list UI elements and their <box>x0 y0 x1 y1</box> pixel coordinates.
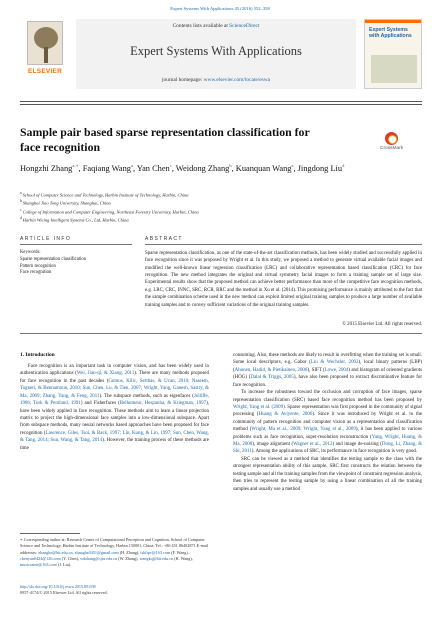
citation-link[interactable]: Wright, Yang et al. (2009) <box>233 404 285 410</box>
article-info-heading: ARTICLE INFO <box>20 236 72 242</box>
text-run: SRC can be viewed as a method that identifies the testing sample to the class with the strongest representation ability of this sample. SRC first constructs the relation between the testing sample and all the training samples from the viewpoint of constraint regression analysis, then tries to represent the testing sample by using a linear combination of all the training samples and usually use a method <box>233 456 422 492</box>
text-run: ), it has been applied to various problems such as face recognition, super-resolution reconstruction ( <box>233 427 422 440</box>
citation-link[interactable]: Wagner et al., 2012 <box>293 442 333 448</box>
section-heading-introduction: 1. Introduction <box>20 352 55 358</box>
affiliation <box>20 191 422 199</box>
author-affiliation-mark: b <box>229 163 232 169</box>
author-name[interactable]: Faqiang Wang <box>82 164 131 173</box>
masthead-center <box>76 19 356 89</box>
intro-paragraph <box>20 363 209 452</box>
author-name[interactable]: Hongzhi Zhang <box>20 164 73 173</box>
issn-line: 0957-4174/© 2015 Elsevier Ltd. All rights reserved. <box>20 590 108 596</box>
homepage-link[interactable]: www.elsevier.com/locate/eswa <box>203 77 271 83</box>
body-paragraph <box>233 389 422 456</box>
crossmark-badge[interactable] <box>380 132 403 151</box>
elsevier-logo[interactable] <box>20 19 70 83</box>
citation-link[interactable]: Wright, Ma et al., 2009; Wright, Yang et al., 2009 <box>251 427 356 433</box>
affiliation-text: College of Information and Computer Engineering, Northeast Forestry University, Harbin, China <box>22 209 199 215</box>
affiliation <box>20 199 422 207</box>
citation-link[interactable]: Jolliffe, 1986; Turk & Pentland, 1991 <box>20 393 209 407</box>
doi-block <box>20 584 209 597</box>
text-run: ), local binary patterns (LBP) ( <box>233 360 422 373</box>
text-run: ) and histogram of oriented gradients (HOG) ( <box>233 367 422 381</box>
citation-link[interactable]: Huang & Aviyente, 2006 <box>258 412 313 418</box>
author-affiliation-mark: a,∗ <box>72 163 79 169</box>
footnote-rule <box>20 533 80 534</box>
text-run: ). There are many methods proposed for face recognition in the past decades ( <box>20 371 209 384</box>
author-name[interactable]: Kuanquan Wang <box>235 164 292 173</box>
author-name[interactable]: Jingdong Liu <box>297 164 343 173</box>
affiliation-mark: d <box>20 216 22 221</box>
author-name[interactable]: Weidong Zhang <box>175 164 230 173</box>
affiliation-mark: b <box>20 199 22 204</box>
cover-band <box>365 20 421 23</box>
journal-title: Expert Systems With Applications <box>130 44 302 58</box>
citation-link[interactable]: musicraine@163.com <box>20 562 57 568</box>
cover-image <box>371 55 417 83</box>
abstract-rule <box>145 244 422 245</box>
contents-prefix: Contents lists available at <box>172 23 230 29</box>
text-run: To increase the robustness toward the occlusion and corruption of face images, sparse representation classification (SRC) based face recognition method has been proposed by <box>233 390 422 403</box>
affiliation <box>20 216 422 224</box>
citation-link[interactable]: zhanghz@hit.edu.cn, zhanghz0451@gmail.com <box>38 549 119 555</box>
citation-link[interactable]: Dalal & Triggs, 2005 <box>250 375 294 381</box>
abstract-heading: ABSTRACT <box>145 236 183 242</box>
journal-masthead <box>20 19 422 89</box>
article-info-rule <box>20 244 132 245</box>
citation-link[interactable]: tshfqw@163.com <box>140 549 171 555</box>
citation-link[interactable]: Liu & Wechsler, 2002 <box>310 360 359 366</box>
citation-link[interactable]: Gumus, Kilic, Sertbas, & Ucan, 2010; Naseem, Togneri, & Bennamoun, 2010; Sun, Chen, Lu, & Tien, 2007; Wright, Yang, Ganesh, Sastry, & Ma, 2009; Zhang, Yang, & Feng, 2011 <box>20 378 209 399</box>
body-paragraph <box>233 352 422 389</box>
right-column-text <box>233 352 422 493</box>
author-name[interactable]: Yan Chen <box>136 164 170 173</box>
citation-link[interactable]: Dong, Li, Zhang, & Shi, 2011 <box>233 442 423 455</box>
body-paragraph <box>233 456 422 493</box>
homepage-line <box>76 77 356 83</box>
affiliation-mark: c <box>20 207 22 212</box>
publisher-name: ELSEVIER <box>27 68 62 75</box>
keywords-label: Keywords: <box>20 250 41 255</box>
text-run: (Y. Chen), <box>60 555 81 561</box>
text-run: Face recognition is an important task in computer vision, and has been widely used in authentication applications ( <box>20 364 209 377</box>
text-run: (W. Zhang), <box>117 555 140 561</box>
text-run: ) and Fisherfaces ( <box>80 401 120 407</box>
text-run: ). Among the applications of SRC, its performance in face recognition is very good. <box>251 449 418 455</box>
keyword: Sparse representation classification <box>20 256 87 262</box>
author-list <box>20 163 360 174</box>
abstract-bottom-rule <box>20 333 422 334</box>
text-run: ∗ Corresponding author at: Research Center of Computational Perception and Cognition, School of Computer Science and Technology, Harbin Institute of Technology, Harbin 150001, China. Tel.: +86 451 86402871. <box>20 537 205 549</box>
text-run: (J. Liu). <box>56 562 72 568</box>
text-run: (F. Wang), <box>170 549 189 555</box>
text-run: ). Since it was introduced by Wright et al. to the community of pattern recognition and computer vision as a representation and classification method ( <box>233 412 423 433</box>
contents-line <box>76 23 356 29</box>
text-run: ). The subspace methods, such as eigenfaces ( <box>99 393 194 399</box>
affiliation-text: Harbin Wicing Intelligent Systems Co., Ltd, Harbin, China <box>22 217 129 223</box>
journal-cover[interactable] <box>364 19 422 89</box>
text-run: ) and image de-noising ( <box>332 442 382 448</box>
crossmark-icon <box>385 132 398 145</box>
header-rule-second <box>20 104 422 105</box>
text-run: ), have been widely applied in face recognition. These methods aim to learn a linear projection matrix to project the high-dimensional face samples into a low-dimensional subspace. Apart from subspace methods, many neural networks based approaches have been proposed for face recognition ( <box>20 401 210 436</box>
text-run: E-mail addresses: <box>20 543 209 555</box>
citation-link[interactable]: wangkq@hit.edu.cn <box>139 555 174 561</box>
citation-link[interactable]: Yang, Wright, Huang, & Ma, 2008 <box>233 434 423 448</box>
sciencedirect-link[interactable]: ScienceDirect <box>229 23 260 29</box>
text-run: (K. Wang), <box>173 555 193 561</box>
affiliation-mark: a <box>20 191 22 195</box>
author-affiliation-mark: c <box>169 163 172 169</box>
citation-link[interactable]: wdzhang@sjtu.edu.cn <box>80 555 118 561</box>
homepage-prefix: journal homepage: <box>161 77 204 83</box>
citation-link[interactable]: Lawrence, Giles, Tsoi, & Back, 1997; Lin, Kung, & Lin, 1997; Sun, Chen, Wang, & Tang, 2014; Sun, Wang, & Tang, 2014 <box>20 430 209 444</box>
left-column-text <box>20 363 209 452</box>
header-rule <box>20 101 422 102</box>
keyword: Pattern recognition <box>20 263 56 269</box>
keywords-block <box>20 250 130 277</box>
crossmark-label: CrossMark <box>380 146 404 151</box>
text-run: ). However, the training process of these methods are time <box>20 438 209 451</box>
text-run: ), image alignment ( <box>252 442 294 448</box>
copyright-line: © 2015 Elsevier Ltd. All rights reserved. <box>342 322 422 327</box>
tree-icon <box>27 21 63 65</box>
text-run: ), have also been proposed to extract discriminative feature for face recognition. <box>233 375 422 388</box>
author-affiliation-mark: a <box>291 163 294 169</box>
affiliation-text: School of Computer Science and Technology, Harbin Institute of Technology, Harbin, China <box>22 192 189 198</box>
text-run: . Sparse representation was first proposed in the community of signal processing ( <box>233 404 422 418</box>
doi-link[interactable]: http://dx.doi.org/10.1016/j.eswa.2015.09.058 <box>20 584 96 589</box>
author-separator: , <box>293 164 298 173</box>
citation-link[interactable]: Lowe, 2004 <box>324 367 349 373</box>
text-run: (H. Zhang), <box>118 549 141 555</box>
citation-link[interactable]: chenyan0424@126.com <box>20 555 61 561</box>
author-separator: , <box>132 164 137 173</box>
affiliation-text: Shanghai Jiao Tong University, Shanghai, China <box>22 200 111 206</box>
citation-link[interactable]: Ahonen, Hadid, & Pietikainen, 2006 <box>234 367 308 373</box>
author-separator: , <box>78 164 83 173</box>
citation-link[interactable]: Belhumeur, Hespanha, & Kriegman, 1997 <box>119 401 207 407</box>
footnotes <box>20 537 209 568</box>
abstract-text: Sparse representation classification, as one of the state-of-the-art classification methods, has been widely studied and successfully applied in face recognition since it was proposed by Wright et al. In this study, we proposed a method to generate virtual available facial images and modified the well-known linear regression classification (LRC) and collaborative representation based classification (CRC) for face recognition. The new method integrates the original and virtual symmetry facial images to form a training sample set of large size. Experimental results show that the proposed method can achieve better performance than more of the competitive face recognition methods, e.g. LRC, CRC, INNC, SRC, RCR, RRC and the method in Xu et al. (2014). This promising performance is mainly attributed to the fact that the sample combination scheme used in the new method can exploit limited original training samples to produce a large number of available training samples and to convey sufficient variations of the original training samples. <box>145 251 422 308</box>
author-separator: , <box>231 164 236 173</box>
article-title: Sample pair based sparse representation classification for face recognition <box>20 125 310 155</box>
journal-reference[interactable]: Expert Systems With Applications 45 (2016) 352–358 <box>170 6 270 11</box>
author-separator: , <box>171 164 176 173</box>
author-affiliation-mark: a <box>130 163 133 169</box>
citation-link[interactable]: Wei, Jian-qi, & Xiang, 2011 <box>76 371 135 377</box>
keyword: Face recognition <box>20 270 52 276</box>
author-affiliation-mark: d <box>342 163 345 169</box>
text-run: consuming. Also, these methods are likely to result in overfitting when the training set is small. Some local descriptors, e.g. Gabor ( <box>233 353 422 366</box>
text-run: ), SIFT ( <box>307 367 325 373</box>
affiliation-list <box>20 191 422 225</box>
affiliation <box>20 208 422 216</box>
cover-title: Expert Systems with Applications <box>369 27 412 39</box>
